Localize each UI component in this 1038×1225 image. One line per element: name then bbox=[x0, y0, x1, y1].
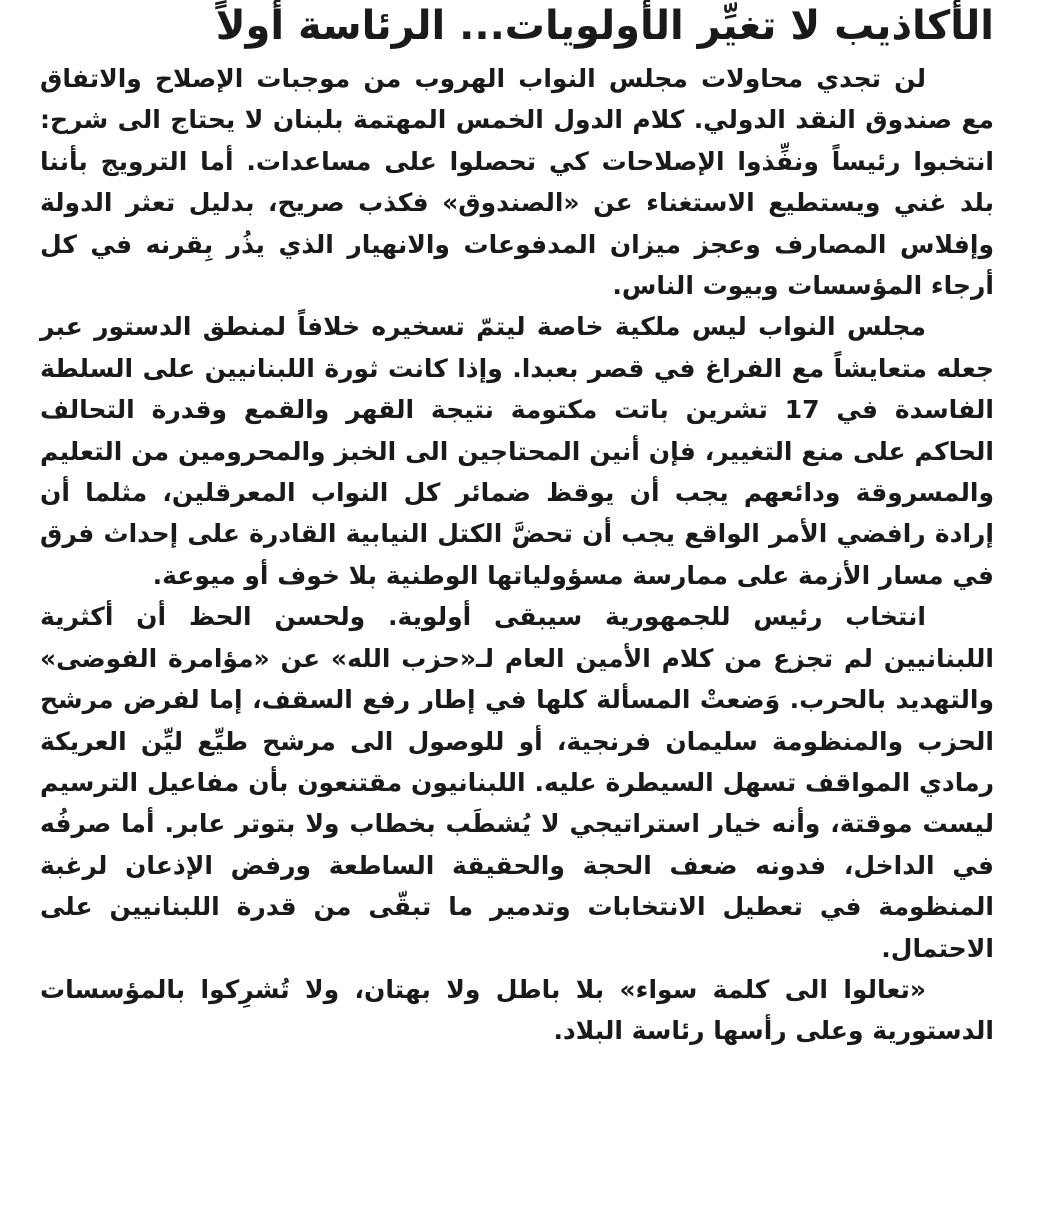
paragraph-2: مجلس النواب ليس ملكية خاصة ليتمّ تسخيره خلافاً لمنطق الدستور عبر جعله متعايشاً مع الفراغ في قصر بعبدا. وإذا كانت ثورة اللبنانيين على السلطة الفاسدة في 17 تشرين باتت مكتومة نتيجة القهر والقمع وقدرة التحالف الحاكم على منع التغيير، فإن أنين المحتاجين الى الخبز والمحرومين من التعليم والمسروقة ودائعهم يجب أن يوقظ ضمائر كل النواب المعرقلين، مثلما أن إرادة رافضي الأمر الواقع يجب أن تحضَّ الكتل النيابية القادرة على إحداث فرق في مسار الأزمة على ممارسة مسؤولياتها الوطنية بلا خوف أو ميوعة. bbox=[40, 312, 994, 590]
article bbox=[40, 0, 994, 1052]
paragraph-1: لن تجدي محاولات مجلس النواب الهروب من موجبات الإصلاح والاتفاق مع صندوق النقد الدولي. كلام الدول الخمس المهتمة بلبنان لا يحتاج الى شرح: انتخبوا رئيساً ونفِّذوا الإصلاحات كي تحصلوا على مساعدات. أما الترويج بأننا بلد غني ويستطيع الاستغناء عن «الصندوق» فكذب صريح، بدليل تعثر الدولة وإفلاس المصارف وعجز ميزان المدفوعات والانهيار الذي يذُر بِقرنه في كل أرجاء المؤسسات وبيوت الناس. bbox=[40, 64, 994, 301]
paragraph-4: «تعالوا الى كلمة سواء» بلا باطل ولا بهتان، ولا تُشرِكوا بالمؤسسات الدستورية وعلى رأسها رئاسة البلاد. bbox=[40, 974, 994, 1046]
paragraph-3: انتخاب رئيس للجمهورية سيبقى أولوية. ولحسن الحظ أن أكثرية اللبنانيين لم تجزع من كلام الأمين العام لـ«حزب الله» عن «مؤامرة الفوضى» والتهديد بالحرب. وَضعتْ المسألة كلها في إطار رفع السقف، إما لفرض مرشح الحزب والمنظومة سليمان فرنجية، أو للوصول الى مرشح طيِّع ليِّن العريكة رمادي المواقف تسهل السيطرة عليه. اللبنانيون مقتنعون بأن مفاعيل الترسيم ليست موقتة، وأنه خيار استراتيجي لا يُشطَب بخطاب ولا بتوتر عابر. أما صرفُه في الداخل، فدونه ضعف الحجة والحقيقة الساطعة ورفض الإذعان لرغبة المنظومة في تعطيل الانتخابات وتدمير ما تبقّى من قدرة اللبنانيين على الاحتمال. bbox=[40, 602, 994, 963]
headline: الأكاذيب لا تغيِّر الأولويات... الرئاسة أولاً bbox=[215, 3, 994, 49]
